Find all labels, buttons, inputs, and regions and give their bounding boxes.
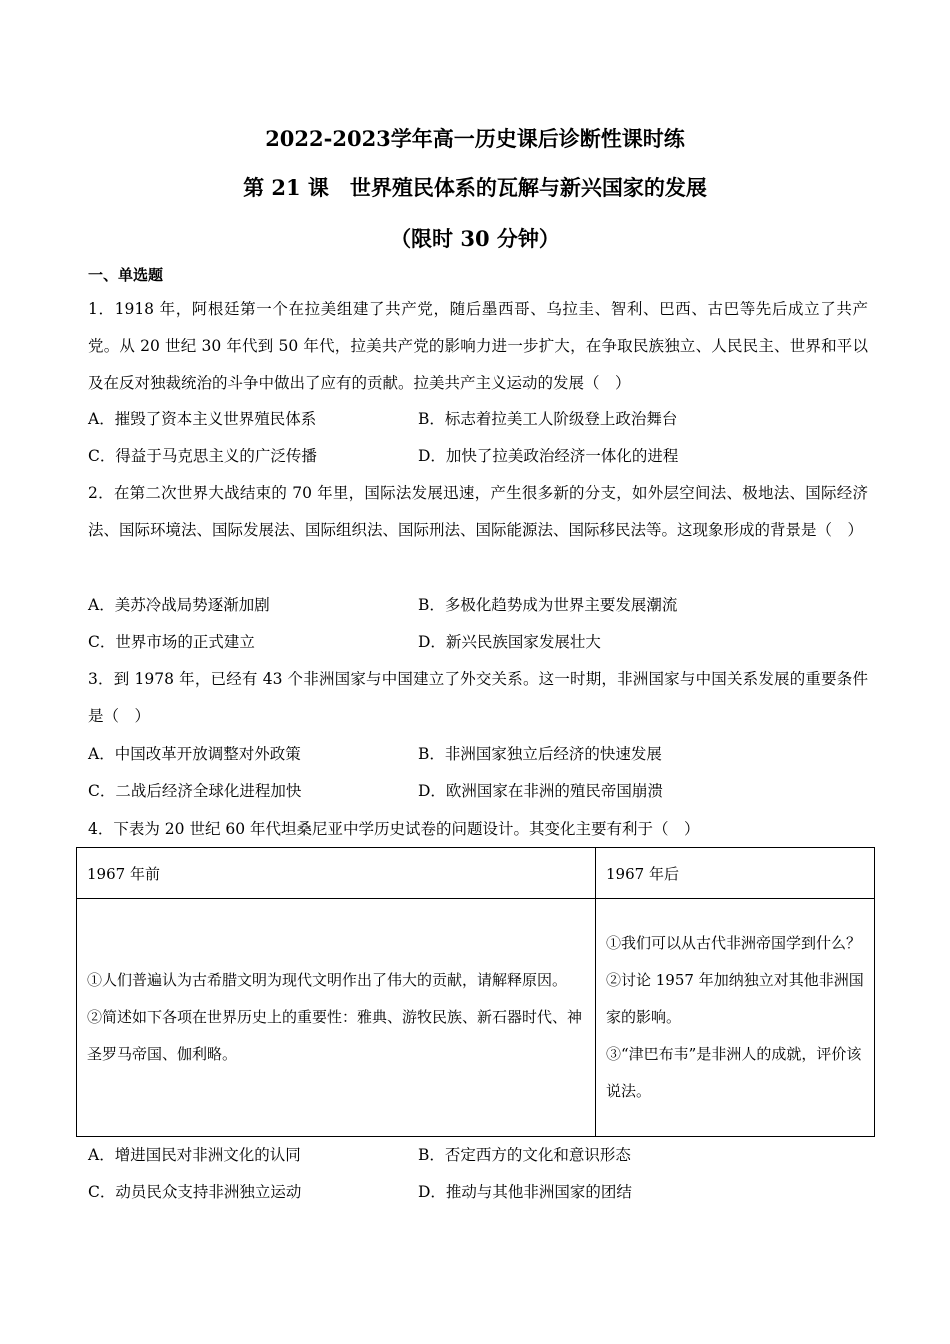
question-2-text: 2．在第二次世界大战结束的 70 年里，国际法发展迅速，产生很多新的分支，如外层空间法、极地法、国际经济法、国际环境法、国际发展法、国际组织法、国际刑法、国际能源法、国际移民法等。这现象形成的背景是（ ）	[88, 484, 868, 539]
question-3-option-a: A．中国改革开放调整对外政策	[88, 745, 301, 763]
question-2-option-b: B．多极化趋势成为世界主要发展潮流	[418, 596, 678, 614]
question-4-option-b: B．否定西方的文化和意识形态	[418, 1146, 631, 1164]
question-4-text: 4．下表为 20 世纪 60 年代坦桑尼亚中学历史试卷的问题设计。其变化主要有利于（ ）	[88, 820, 700, 838]
table-body-row	[77, 899, 875, 1137]
question-2-option-a: A．美苏冷战局势逐渐加剧	[88, 596, 270, 614]
question-1-option-c: C．得益于马克思主义的广泛传播	[88, 447, 317, 465]
question-1-option-b: B．标志着拉美工人阶级登上政治舞台	[418, 410, 678, 428]
question-3-option-c: C．二战后经济全球化进程加快	[88, 782, 302, 800]
before-item-2: ②简述如下各项在世界历史上的重要性：雅典、游牧民族、新石器时代、神圣罗马帝国、伽利略。	[87, 1008, 583, 1063]
lesson-title: 第 21 课 世界殖民体系的瓦解与新兴国家的发展	[243, 175, 707, 200]
question-1-option-d: D．加快了拉美政治经济一体化的进程	[418, 447, 679, 465]
section-heading: 一、单选题	[88, 266, 164, 284]
question-4-option-d: D．推动与其他非洲国家的团结	[418, 1183, 632, 1201]
question-2-option-d: D．新兴民族国家发展壮大	[418, 633, 601, 651]
before-item-1: ①人们普遍认为古希腊文明为现代文明作出了伟大的贡献，请解释原因。	[87, 971, 568, 989]
question-3-option-b: B．非洲国家独立后经济的快速发展	[418, 745, 662, 763]
table-cell-after	[596, 899, 875, 1137]
table-cell-before	[77, 899, 596, 1137]
question-4-option-a: A．增进国民对非洲文化的认同	[88, 1146, 301, 1164]
table-header-row	[77, 848, 875, 899]
question-2-option-c: C．世界市场的正式建立	[88, 633, 255, 651]
after-item-3: ③“津巴布韦”是非洲人的成就，评价该说法。	[606, 1045, 862, 1100]
table-header-before: 1967 年前	[77, 848, 596, 899]
document-title: 2022-2023学年高一历史课后诊断性课时练	[265, 126, 685, 151]
question-4-table	[76, 847, 875, 1137]
time-limit: （限时 30 分钟）	[390, 226, 560, 251]
question-3-text: 3．到 1978 年，已经有 43 个非洲国家与中国建立了外交关系。这一时期，非洲国家与中国关系发展的重要条件是（ ）	[88, 670, 868, 725]
question-4-option-c: C．动员民众支持非洲独立运动	[88, 1183, 302, 1201]
table-header-after: 1967 年后	[596, 848, 875, 899]
question-1-option-a: A．摧毁了资本主义世界殖民体系	[88, 410, 317, 428]
after-item-1: ①我们可以从古代非洲帝国学到什么？	[606, 934, 862, 952]
question-3-option-d: D．欧洲国家在非洲的殖民帝国崩溃	[418, 782, 663, 800]
after-item-2: ②讨论 1957 年加纳独立对其他非洲国家的影响。	[606, 971, 864, 1026]
question-1-text: 1．1918 年，阿根廷第一个在拉美组建了共产党，随后墨西哥、乌拉圭、智利、巴西、古巴等先后成立了共产党。从 20 世纪 30 年代到 50 年代，拉美共产党的影响力进一步扩大，在争取民族独立、人民民主、世界和平以及在反对独裁统治的斗争中做出了应有的贡献。拉美共产主义运动的发展（ ）	[88, 300, 868, 392]
